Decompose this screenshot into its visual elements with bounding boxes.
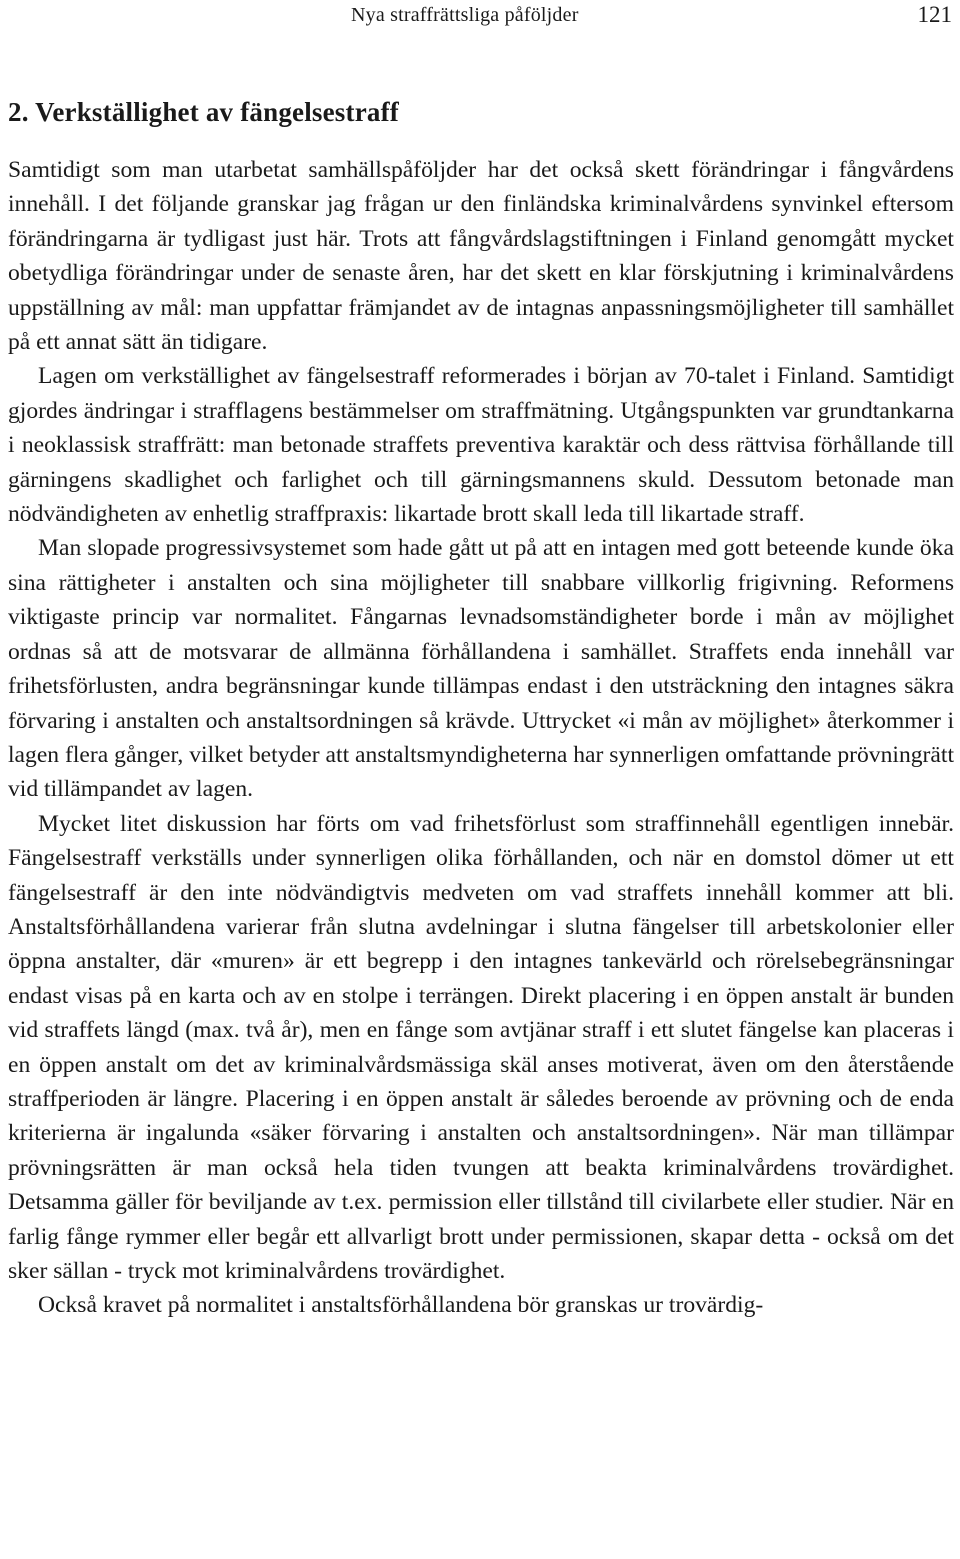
page-number: 121	[917, 2, 952, 27]
body-text	[8, 153, 954, 1323]
page-header	[0, 0, 960, 40]
paragraph-2: Lagen om verkställighet av fängelsestraff reformerades i början av 70-talet i Finland. Samtidigt gjordes ändringar i strafflagens bestämmelser om straffmätning. Utgångspunkten var grundtankarna i neoklassisk straffrätt: man betonade straffets preventiva karaktär och dess rättvisa förhållande till gärningens skadlighet och farlighet och till gärningsmannens skuld. Dessutom betonade man nödvändigheten av enhetlig straffpraxis: likartade brott skall leda till likartade straff.	[8, 363, 954, 528]
section-heading: 2. Verkställighet av fängelsestraff	[8, 97, 399, 127]
paragraph-3: Man slopade progressivsystemet som hade gått ut på att en intagen med gott beteende kunde öka sina rättigheter i anstalten och sina möjligheter till snabbare villkorlig frigivning. Reformens viktigaste princip var normalitet. Fångarnas levnadsomständigheter borde i mån av möjlighet ordnas så att de motsvarar de allmänna förhållandena i samhället. Straffets enda innehåll var frihetsförlusten, andra begränsningar kunde tillämpas endast i den utsträckning den intagnes säkra förvaring i anstalten och anstaltsordningen så krävde. Uttrycket «i mån av möjlighet» återkommer i lagen flera gånger, vilket betyder att anstaltsmyndigheterna har synnerligen omfattande prövningrätt vid tillämpandet av lagen.	[8, 535, 954, 803]
paragraph-4: Mycket litet diskussion har förts om vad frihetsförlust som straffinnehåll egentligen innebär. Fängelsestraff verkställs under synnerligen olika förhållanden, och när en domstol dömer ut ett fängelsestraff är den inte nödvändigtvis medveten om vad straffets innehåll kommer att bli. Anstaltsförhållandena varierar från slutna avdelningar i slutna fängelser till arbetskolonier eller öppna anstalter, där «muren» är ett begrepp i den intagnes tankevärld och rörelsebegränsningar endast visas på en karta och av en stolpe i terrängen. Direkt placering i en öppen anstalt är bunden vid straffets längd (max. två år), men en fånge som avtjänar straff i ett slutet fängelse kan placeras i en öppen anstalt om det av kriminalvårdsmässiga skäl anses motiverat, även om den återstående straffperioden är längre. Placering i en öppen anstalt är således beroende av prövning och de enda kriterierna är ingalunda «säker förvaring i anstalten och anstaltsordningen». När man tillämpar prövningsrätten är man också hela tiden tvungen att beakta kriminalvårdens trovärdighet. Detsamma gäller för beviljande av t.ex. permission eller tillstånd till civilarbete eller studier. När en farlig fånge rymmer eller begår ett allvarligt brott under permissionen, skapar detta - också om det sker sällan - tryck mot kriminalvårdens trovärdighet.	[8, 810, 954, 1284]
paragraph-1: Samtidigt som man utarbetat samhällspåföljder har det också skett förändringar i fångvårdens innehåll. I det följande granskar jag frågan ur den finländska kriminalvårdens synvinkel eftersom förändringarna är tydligast just här. Trots att fångvårdslagstiftningen i Finland genomgått mycket obetydliga förändringar under de senaste åren, har det skett en klar förskjutning i kriminalvårdens uppställning av mål: man uppfattar främjandet av de intagnas anpassningsmöjligheter till samhället på ett annat sätt än tidigare.	[8, 157, 954, 356]
running-title: Nya straffrättsliga påföljder	[351, 4, 579, 26]
paragraph-5: Också kravet på normalitet i anstaltsförhållandena bör granskas ur trovärdig-	[38, 1292, 764, 1319]
